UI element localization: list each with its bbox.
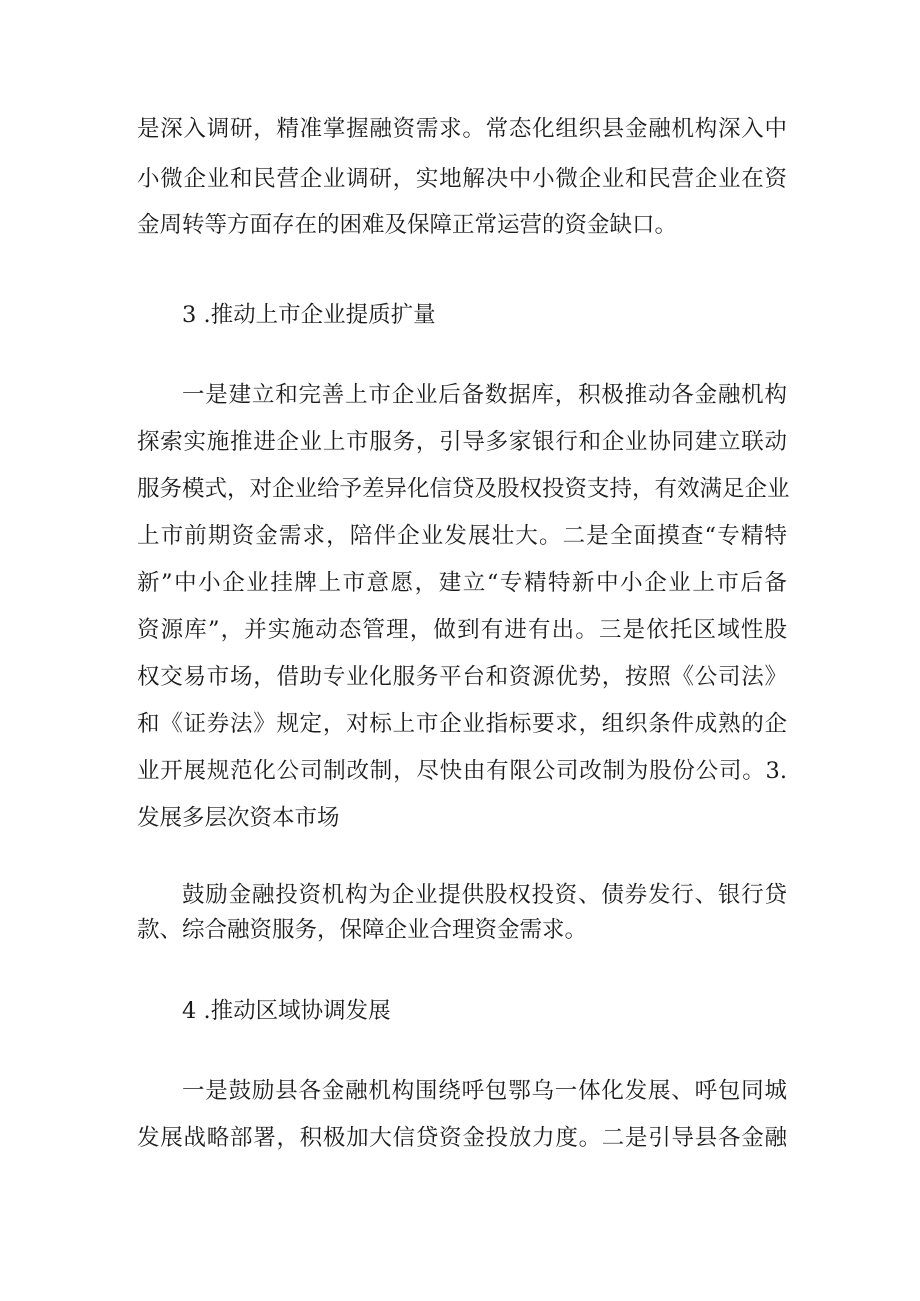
para3-line-1: 鼓励金融投资机构为企业提供股权投资、债券发行、银行贷 <box>182 882 787 908</box>
para2-line-8: 和《证券法》规定，对标上市企业指标要求，组织条件成熟的企 <box>137 711 787 737</box>
para2-line-7: 权交易市场，借助专业化服务平台和资源优势，按照《公司法》 <box>137 664 787 690</box>
para2-line-2: 探索实施推进企业上市服务，引导多家银行和企业协同建立联动 <box>137 429 787 455</box>
para3-line-2: 款、综合融资服务，保障企业合理资金需求。 <box>137 917 588 943</box>
section-heading-4: 4 .推动区域协调发展 <box>182 998 391 1024</box>
para2-line-5: 新”中小企业挂牌上市意愿，建立“专精特新中小企业上市后备 <box>137 570 787 596</box>
para2-line-1: 一是建立和完善上市企业后备数据库，积极推动各金融机构 <box>182 382 787 408</box>
para2-line-3: 服务模式，对企业给予差异化信贷及股权投资支持，有效满足企业 <box>137 476 790 502</box>
para4-line-1: 一是鼓励县各金融机构围绕呼包鄂乌一体化发展、呼包同城 <box>182 1078 787 1104</box>
para1-line-1: 是深入调研，精准掌握融资需求。常态化组织县金融机构深入中 <box>137 116 787 142</box>
para1-line-3: 金周转等方面存在的困难及保障正常运营的资金缺口。 <box>137 212 678 238</box>
para4-line-2: 发展战略部署，积极加大信贷资金投放力度。二是引导县各金融 <box>137 1125 787 1151</box>
para2-line-4: 上市前期资金需求，陪伴企业发展壮大。二是全面摸查“专精特 <box>137 523 787 549</box>
section-heading-3: 3 .推动上市企业提质扩量 <box>182 302 436 328</box>
para2-line-9: 业开展规范化公司制改制，尽快由有限公司改制为股份公司。3. <box>137 758 787 784</box>
para2-line-6: 资源库”，并实施动态管理，做到有进有出。三是依托区域性股 <box>137 617 787 643</box>
para2-line-10: 发展多层次资本市场 <box>137 805 340 831</box>
para1-line-2: 小微企业和民营企业调研，实地解决中小微企业和民营企业在资 <box>137 166 787 192</box>
